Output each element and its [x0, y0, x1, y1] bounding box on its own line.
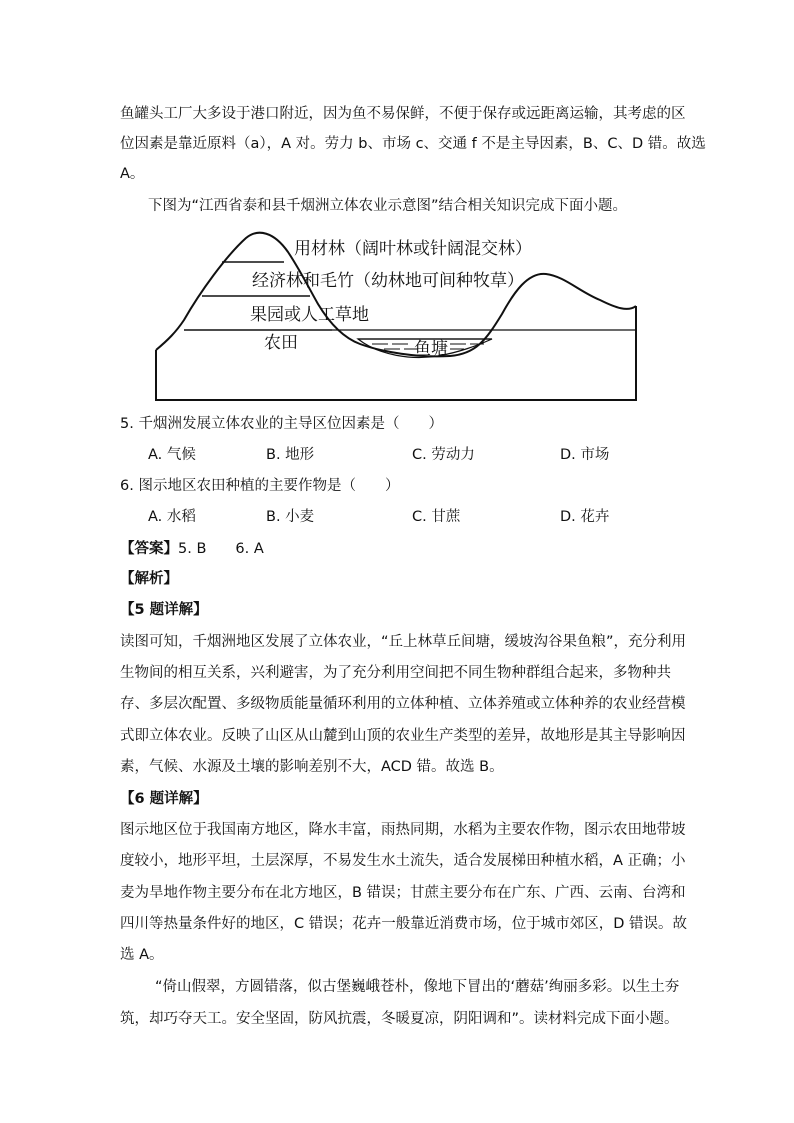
agriculture-diagram [150, 228, 640, 406]
material-quote-line: 筑，却巧夺天工。安全坚固，防风抗震，冬暖夏凉，阴阳调和”。读材料完成下面小题。 [120, 1011, 679, 1027]
diagram-svg [150, 228, 640, 406]
label-farmland: 农田 [264, 333, 298, 353]
text-line: 鱼罐头工厂大多设于港口附近，因为鱼不易保鲜，不便于保存或远距离运输，其考虑的区 [120, 106, 686, 122]
detail-6-line: 度较小，地形平坦，土层深厚，不易发生水土流失，适合发展梯田种植水稻，A 正确；小 [120, 853, 686, 869]
text-line: A。 [120, 166, 145, 182]
material-quote-line: “倚山假翠，方圆错落，似古堡巍峨苍朴，像地下冒出的‘蘑菇’绚丽多彩。以生土夯 [155, 979, 680, 995]
detail-5-line: 素，气候、水源及土壤的影响差别不大，ACD 错。故选 B。 [120, 759, 504, 775]
detail-6-line: 选 A。 [120, 947, 164, 963]
detail-6-line: 四川等热量条件好的地区，C 错误；花卉一般靠近消费市场，位于城市郊区，D 错误。故 [120, 916, 688, 932]
detail-6-label: 【6 题详解】 [120, 791, 208, 807]
q5-option-b: B. 地形 [266, 447, 315, 463]
analysis-label: 【解析】 [120, 571, 178, 587]
question-5-stem: 5. 千烟洲发展立体农业的主导区位因素是（ ） [120, 416, 443, 432]
label-timber-forest: 用材林（阔叶林或针阔混交林） [294, 239, 532, 259]
q6-option-d: D. 花卉 [560, 509, 610, 525]
detail-6-line: 麦为旱地作物主要分布在北方地区，B 错误；甘蔗主要分布在广东、广西、云南、台湾和 [120, 885, 686, 901]
q6-option-c: C. 甘蔗 [412, 509, 461, 525]
answer-label: 【答案】 [120, 541, 178, 557]
detail-5-line: 式即立体农业。反映了山区从山麓到山顶的农业生产类型的差异，故地形是其主导影响因 [120, 728, 686, 744]
answer-values: 5. B 6. A [178, 541, 264, 557]
answer-line [120, 539, 680, 559]
detail-5-label: 【5 题详解】 [120, 602, 208, 618]
detail-6-line: 图示地区位于我国南方地区，降水丰富，雨热同期，水稻为主要农作物，图示农田地带坡 [120, 822, 686, 838]
q5-option-d: D. 市场 [560, 447, 610, 463]
label-fishpond: 鱼塘 [414, 339, 448, 359]
label-economic-forest: 经济林和毛竹（幼林地可间种牧草） [252, 271, 524, 291]
q5-option-c: C. 劳动力 [412, 447, 475, 463]
detail-5-line: 读图可知，千烟洲地区发展了立体农业，“丘上林草丘间塘，缓坡沟谷果鱼粮”，充分利用 [120, 634, 687, 650]
q5-option-a: A. 气候 [148, 447, 196, 463]
q6-option-b: B. 小麦 [266, 509, 315, 525]
figure-intro: 下图为“江西省泰和县千烟洲立体农业示意图”结合相关知识完成下面小题。 [148, 198, 628, 214]
q6-option-a: A. 水稻 [148, 509, 196, 525]
text-line: 位因素是靠近原料（a），A 对。劳力 b、市场 c、交通 f 不是主导因素，B、C、D 错。故选 [120, 136, 706, 152]
detail-5-line: 生物间的相互关系，兴利避害，为了充分利用空间把不同生物种群组合起来，多物种共 [120, 665, 671, 681]
detail-5-line: 存、多层次配置、多级物质能量循环利用的立体种植、立体养殖或立体种养的农业经营模 [120, 696, 686, 712]
question-6-stem: 6. 图示地区农田种植的主要作物是（ ） [120, 478, 400, 494]
label-orchard: 果园或人工草地 [250, 305, 369, 325]
